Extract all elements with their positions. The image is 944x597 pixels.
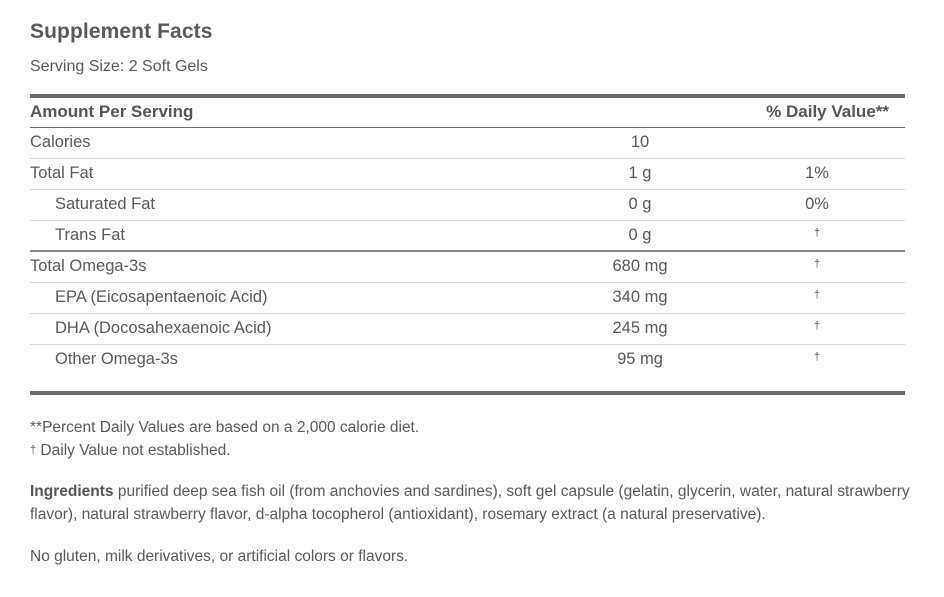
nutrient-amount: 680 mg [612,257,668,275]
ingredients-statement [30,481,910,526]
percent-dv-footnote: **Percent Daily Values are based on a 2,000 calorie diet. [30,419,420,436]
daily-value-header: % Daily Value** [766,102,889,121]
nutrient-daily-value: † [813,289,821,301]
ingredients-text: purified deep sea fish oil (from anchovies and sardines), soft gel capsule (gelatin, glycerin, water, natural strawberry flavor), natural strawberry flavor, d-alpha tocopherol (antioxidant), rosemary extract (a natural preservative). [30,483,910,523]
footnotes [30,416,419,464]
nutrient-daily-value: † [813,320,821,332]
table-row [30,128,905,159]
nutrient-amount: 0 g [628,226,652,244]
dagger-footnote [30,439,419,464]
nutrient-table [30,98,905,375]
nutrient-amount: 340 mg [612,288,668,306]
bottom-divider [30,391,905,395]
nutrient-name: DHA (Docosahexaenoic Acid) [55,319,272,337]
amount-per-serving-header: Amount Per Serving [30,102,194,121]
nutrient-daily-value: † [813,227,821,239]
nutrient-amount: 95 mg [617,350,663,368]
nutrient-daily-value: † [813,351,821,363]
nutrient-amount: 0 g [628,195,652,213]
table-row [30,345,905,375]
serving-size: Serving Size: 2 Soft Gels [30,58,208,75]
nutrient-amount: 245 mg [612,319,668,337]
table-row [30,159,905,190]
nutrient-daily-value: 1% [805,164,829,182]
nutrient-name: EPA (Eicosapentaenoic Acid) [55,288,268,306]
panel-title: Supplement Facts [30,20,213,43]
table-row [30,221,905,252]
dagger-footnote-text: Daily Value not established. [36,442,231,459]
nutrient-name: Other Omega-3s [55,350,178,368]
nutrient-name: Total Omega-3s [30,257,147,275]
nutrient-amount: 1 g [628,164,652,182]
nutrient-daily-value: † [813,258,821,270]
nutrient-name: Trans Fat [55,226,125,244]
table-row [30,190,905,221]
table-row [30,252,905,283]
free-from-statement: No gluten, milk derivatives, or artificial colors or flavors. [30,548,409,565]
nutrient-amount: 10 [630,133,650,151]
nutrient-name: Calories [30,133,91,151]
nutrient-name: Saturated Fat [55,195,155,213]
dagger-symbol: † [30,444,37,456]
nutrient-name: Total Fat [30,164,94,182]
table-row [30,283,905,314]
table-row [30,314,905,345]
ingredients-label: Ingredients [30,483,114,500]
table-header [30,98,905,128]
nutrient-daily-value: 0% [805,195,829,213]
